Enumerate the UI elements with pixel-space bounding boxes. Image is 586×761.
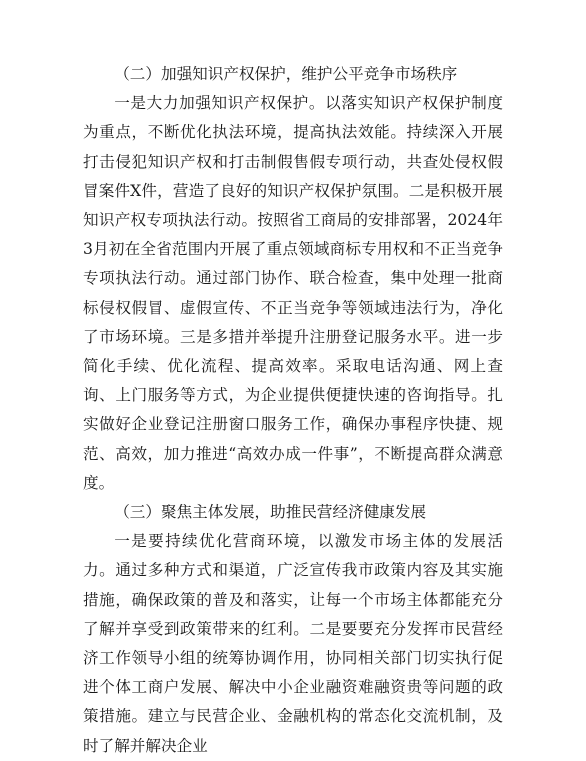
section-heading-2: （二）加强知识产权保护，维护公平竞争市场秩序 <box>114 65 458 83</box>
section-paragraph-2: 一是大力加强知识产权保护。以落实知识产权保护制度为重点，不断优化执法环境，提高执法效能。持续深入开展打击侵犯知识产权和打击制假售假专项行动，共查处侵权假冒案件X件，营造了良好的知识产权保护氛围。二是积极开展知识产权专项执法行动。按照省工商局的安排部署，2024年3月初在全省范围内开展了重点领域商标专用权和不正当竞争专项执法行动。通过部门协作、联合检查，集中处理一批商标侵权假冒、虚假宣传、不正当竞争等领域违法行为，净化了市场环境。三是多措并举提升注册登记服务水平。进一步简化手续、优化流程、提高效率。采取电话沟通、网上查询、上门服务等方式，为企业提供便捷快速的咨询指导。扎实做好企业登记注册窗口服务工作，确保办事程序快捷、规范、高效，加力推进“高效办成一件事”，不断提高群众满意度。 <box>83 94 503 492</box>
section-paragraph-3: 一是要持续优化营商环境，以激发市场主体的发展活力。通过多种方式和渠道，广泛宣传我市政策内容及其实施措施，确保政策的普及和落实，让每一个市场主体都能充分了解并享受到政策带来的红利。二是要要充分发挥市民营经济工作领导小组的统筹协调作用，协同相关部门切实执行促进个体工商户发展、解决中小企业融资难融资贵等问题的政策措施。建立与民营企业、金融机构的常态化交流机制，及时了解并解决企业 <box>83 532 503 755</box>
section-heading-3: （三）聚焦主体发展，助推民营经济健康发展 <box>114 503 427 522</box>
document-body <box>83 60 503 761</box>
